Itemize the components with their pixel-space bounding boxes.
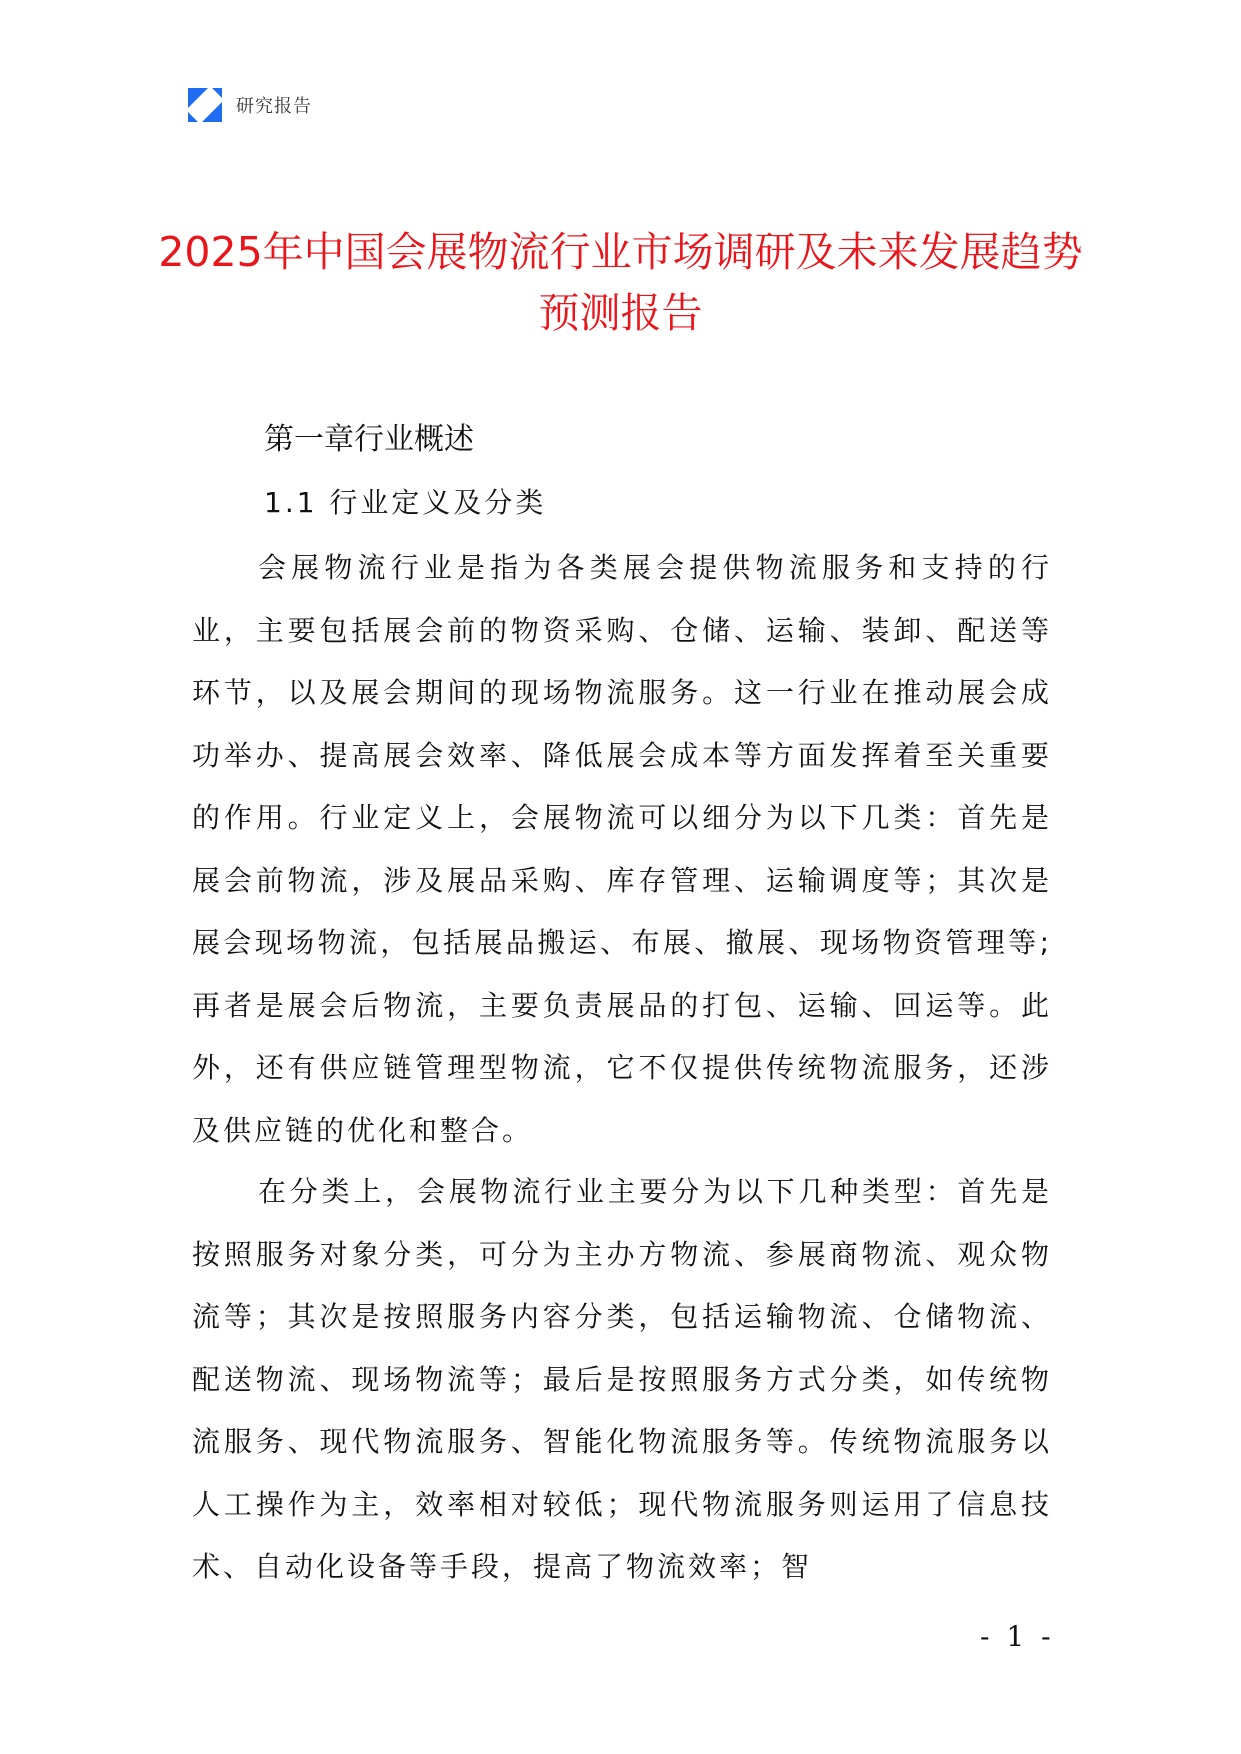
arrow-logo-icon	[188, 88, 222, 122]
body-paragraph-1: 会展物流行业是指为各类展会提供物流服务和支持的行业，主要包括展会前的物资采购、仓储、运输、装卸、配送等环节，以及展会期间的现场物流服务。这一行业在推动展会成功举办、提高展会效率、降低展会成本等方面发挥着至关重要的作用。行业定义上，会展物流可以细分为以下几类：首先是展会前物流，涉及展品采购、库存管理、运输调度等；其次是展会现场物流，包括展品搬运、布展、撤展、现场物资管理等;再者是展会后物流，主要负责展品的打包、运输、回运等。此外，还有供应链管理型物流，它不仅提供传统物流服务，还涉及供应链的优化和整合。	[192, 551, 1052, 1147]
body-paragraph-2: 在分类上，会展物流行业主要分为以下几种类型：首先是按照服务对象分类，可分为主办方物流、参展商物流、观众物流等；其次是按照服务内容分类，包括运输物流、仓储物流、配送物流、现场物流等；最后是按照服务方式分类，如传统物流服务、现代物流服务、智能化物流服务等。传统物流服务以人工操作为主，效率相对较低；现代物流服务则运用了信息技术、自动化设备等手段，提高了物流效率；智	[192, 1175, 1052, 1583]
report-header	[188, 88, 312, 122]
section-heading: 1.1 行业定义及分类	[264, 486, 547, 519]
page-number: - 1 -	[980, 1620, 1055, 1653]
chapter-heading: 第一章行业概述	[264, 422, 474, 457]
report-title: 2025年中国会展物流行业市场调研及未来发展趋势预测报告	[158, 228, 1083, 337]
header-label: 研究报告	[236, 96, 312, 117]
